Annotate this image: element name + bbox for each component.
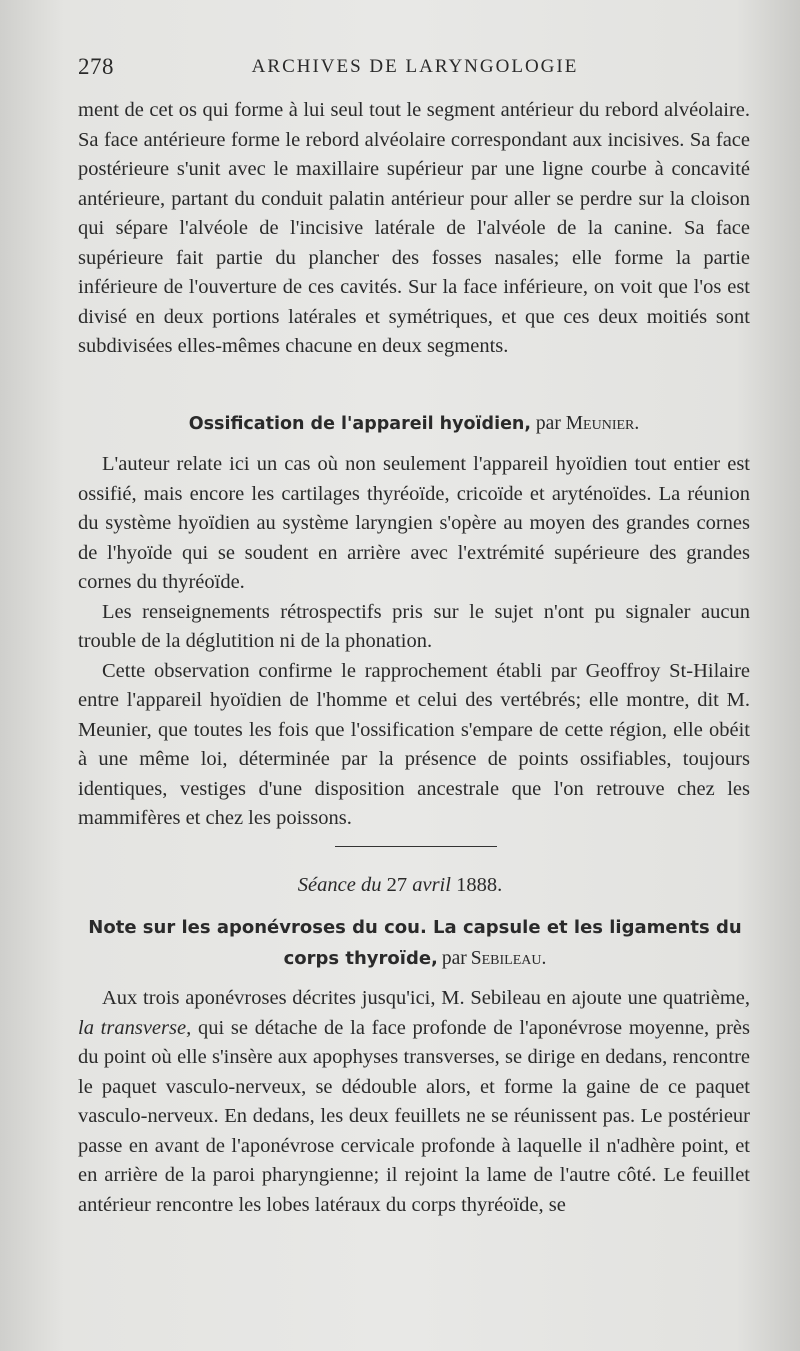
page-number: 278 xyxy=(78,54,114,79)
paragraph-5-italic: la transverse, xyxy=(78,1016,192,1039)
session-year: 1888. xyxy=(456,874,503,896)
section-heading-ossification xyxy=(78,409,750,440)
paragraph-5-part-a: Aux trois aponévroses décrites jusqu'ici, M. Sebileau en ajoute une quatrième, xyxy=(102,987,750,1009)
heading2-line1: Note sur les aponévroses du cou. La capsule et les ligaments du xyxy=(88,917,742,938)
heading-title: Ossification de l'appareil hyoïdien, xyxy=(188,414,532,434)
heading-by: par xyxy=(535,413,561,434)
section-heading-aponevroses xyxy=(78,913,752,975)
paragraph-2: L'auteur relate ici un cas où non seulement l'appareil hyoïdien tout entier est ossifié, mais encore les cartilages thyréoïde, cricoïde et aryténoïdes. La réunion du système hyoïdien au système laryngien s'opère au moyen des grandes cornes de l'hyoïde qui se soudent en arrière avec l'extrémité supérieure des grandes cornes du thyréoïde. xyxy=(78,453,750,593)
heading-author: Meunier. xyxy=(565,413,640,434)
body-text-middle xyxy=(78,450,750,834)
paragraph-3: Les renseignements rétrospectifs pris sur le sujet n'ont pu signaler aucun trouble de la déglutition ni de la phonation. xyxy=(78,600,750,652)
paragraph-5 xyxy=(78,984,750,1220)
paragraph-1: ment de cet os qui forme à lui seul tout le segment antérieur du rebord alvéolaire. Sa face antérieure forme le rebord alvéolaire correspondant aux incisives. Sa face postérieure s'unit avec le maxillaire supérieur par une ligne courbe à concavité antérieure, partant du conduit palatin antérieur pour aller se perdre sur la cloison qui sépare l'alvéole de l'incisive latérale de l'alvéole de la canine. Sa face supérieure fait partie du plancher des fosses nasales; elle forme la partie inférieure de l'ouverture de ces cavités. Sur la face inférieure, on voit que l'os est divisé en deux portions latérales et symétriques, et que ces deux moitiés sont subdivisées elles-mêmes chacune en deux segments. xyxy=(78,99,750,357)
body-text-top xyxy=(78,96,750,362)
heading2-author: Sebileau. xyxy=(470,948,547,969)
session-label: Séance du xyxy=(297,874,382,896)
body-text-bottom xyxy=(78,984,750,1220)
session-month: avril xyxy=(412,874,451,896)
running-head: ARCHIVES DE LARYNGOLOGIE xyxy=(251,56,579,77)
session-day: 27 xyxy=(386,874,408,896)
paragraph-5-part-b: qui se détache de la face profonde de l'aponévrose moyenne, près du point où elle s'insère aux apophyses transverses, se dirige en dedans, rencontre le paquet vasculo-nerveux, se dédouble alors, et forme la gaine de ce paquet vasculo-nerveux. En dedans, les deux feuillets ne se réunissent pas. Le postérieur passe en avant de l'aponévrose cervicale profonde à laquelle il n'adhère point, et en arrière de la paroi pharyngienne; il rejoint la lame de l'autre côté. Le feuillet antérieur rencontre les lobes latéraux du corps thyréoïde, se xyxy=(78,1016,750,1216)
heading2-line2: corps thyroïde, xyxy=(283,948,438,969)
page-header xyxy=(78,54,752,88)
heading2-by: par xyxy=(441,948,467,969)
session-date xyxy=(0,874,800,897)
paragraph-4: Cette observation confirme le rapprochement établi par Geoffroy St-Hilaire entre l'appareil hyoïdien de l'homme et celui des vertébrés; elle montre, dit M. Meunier, que toutes les fois que l'ossification s'empare de cette région, elle obéit à une même loi, déterminée par la présence de points ossifiables, toujours identiques, vestiges d'une disposition ancestrale que l'on retrouve chez les mammifères et chez les poissons. xyxy=(78,659,750,829)
section-divider xyxy=(335,846,497,847)
